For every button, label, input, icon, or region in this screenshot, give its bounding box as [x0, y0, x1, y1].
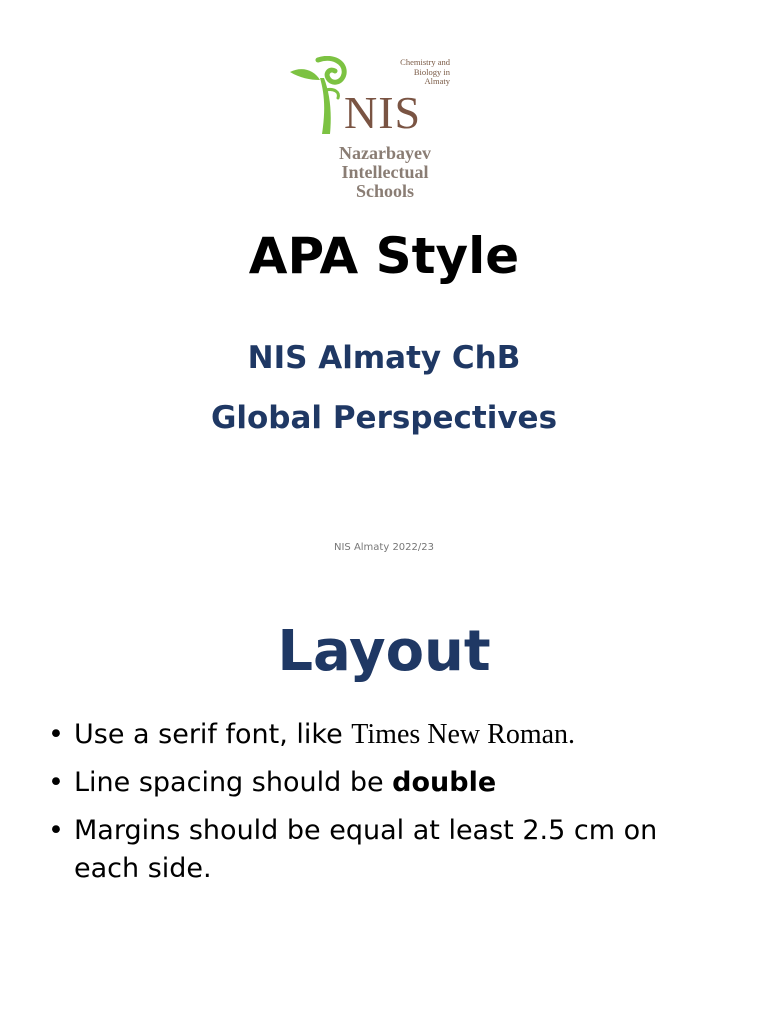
logo-school-line: Nazarbayev: [339, 143, 431, 163]
serif-font-sample: Times New Roman: [351, 719, 569, 750]
logo-school-name: [312, 144, 458, 201]
slide-footer: NIS Almaty 2022/23: [333, 542, 434, 553]
logo-school-line: Schools: [355, 181, 415, 201]
logo-wordmark: NIS: [344, 87, 422, 138]
bullet-emphasis: double: [392, 767, 497, 798]
list-item: [48, 716, 728, 754]
logo-caption-line: Chemistry and: [400, 57, 450, 67]
slide-subtitle-line1: NIS Almaty ChB: [247, 340, 521, 376]
bullet-text: Use a serif font, like: [74, 719, 352, 750]
bullet-text: Line spacing should be: [74, 767, 393, 798]
bullet-list: [48, 716, 728, 898]
list-item: [48, 812, 728, 888]
slide-title: APA Style: [248, 227, 520, 285]
bullet-icon: •: [48, 719, 64, 750]
logo-caption-line: Almaty: [424, 76, 450, 86]
nis-logo: [288, 54, 456, 204]
layout-slide: [0, 576, 768, 1024]
logo-caption-line: Biology in: [413, 66, 450, 77]
logo-school-line: Intellectual: [341, 162, 429, 182]
logo-caption: [380, 58, 450, 87]
list-item: [48, 764, 728, 802]
bullet-icon: •: [48, 815, 64, 846]
bullet-icon: •: [48, 767, 64, 798]
bullet-suffix: .: [568, 719, 576, 750]
bullet-text: Margins should be equal at least 2.5 cm on each side.: [74, 815, 658, 884]
slide-subtitle-line2: Global Perspectives: [210, 400, 558, 436]
layout-title: Layout: [277, 619, 491, 684]
